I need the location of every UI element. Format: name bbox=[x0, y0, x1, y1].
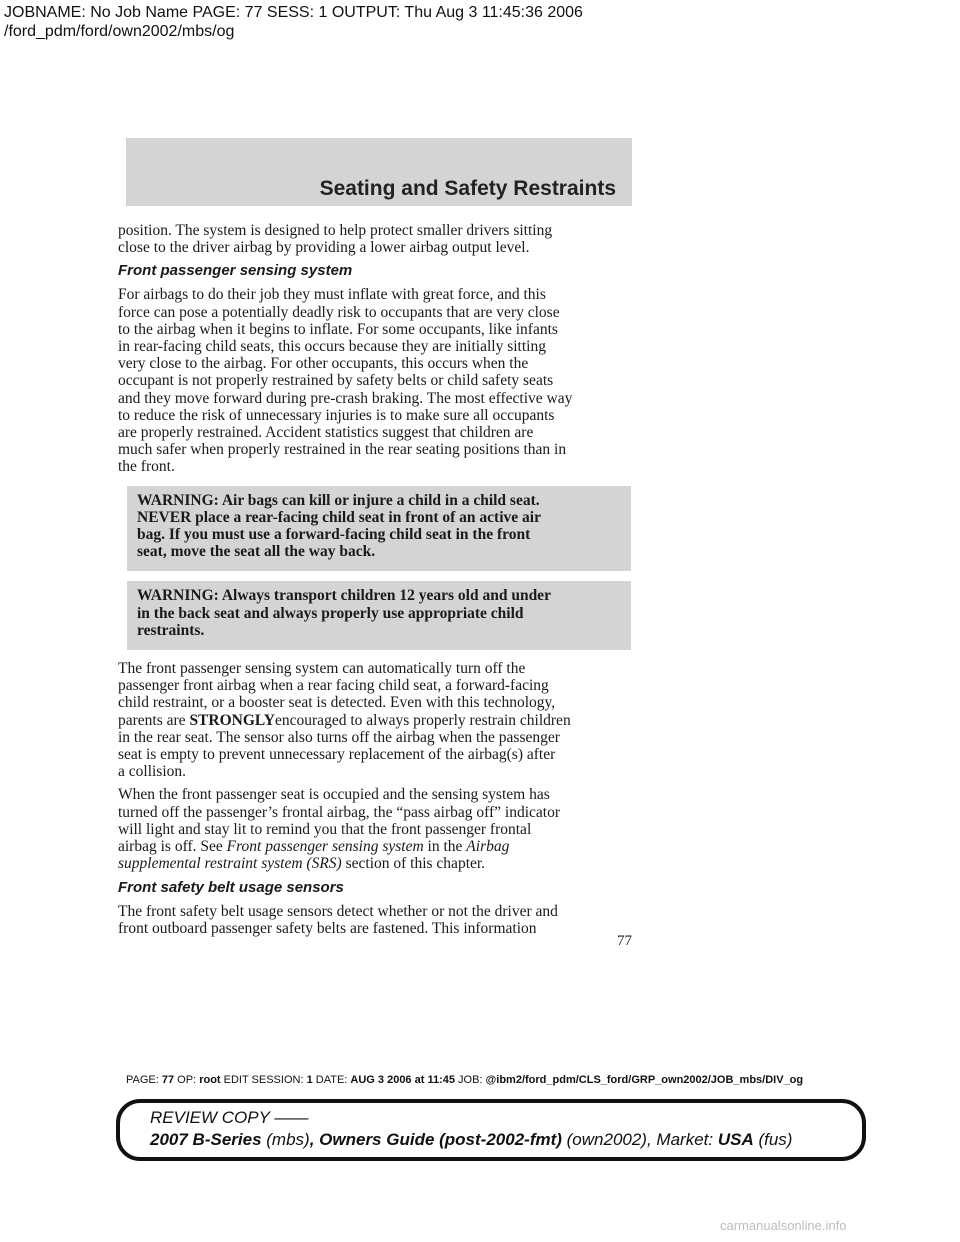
warning-line: restraints. bbox=[137, 621, 205, 639]
warning-line: bag. If you must use a forward-facing child seat in the front bbox=[137, 526, 531, 544]
footer-value: 77 bbox=[161, 1074, 175, 1086]
text-fragment: airbag is off. See bbox=[118, 838, 227, 856]
model-code: (mbs) bbox=[261, 1130, 310, 1149]
footer-label: JOB: bbox=[454, 1074, 486, 1086]
belt-sensor-paragraph bbox=[118, 903, 638, 937]
warning-box-child-seat bbox=[127, 486, 631, 572]
footer-value: @ibm2/ford_pdm/CLS_ford/GRP_own2002/JOB_mbs/DIV_og bbox=[485, 1074, 804, 1086]
text-line: passenger front airbag when a rear facing child seat, a forward-facing bbox=[118, 677, 549, 695]
intro-paragraph bbox=[118, 222, 638, 256]
footer-value: root bbox=[199, 1074, 221, 1086]
cross-reference: Front passenger sensing system bbox=[226, 838, 424, 856]
text-line: a collision. bbox=[118, 763, 187, 781]
warning-line: in the back seat and always properly use appropriate child bbox=[137, 604, 524, 622]
text-line bbox=[118, 855, 638, 872]
text-line: turned off the passenger’s frontal airbag, the “pass airbag off” indicator bbox=[118, 803, 561, 821]
market-label: , Market: bbox=[646, 1130, 718, 1149]
text-line: For airbags to do their job they must inflate with great force, and this bbox=[118, 286, 546, 304]
text-line: are properly restrained. Accident statistics suggest that children are bbox=[118, 424, 534, 442]
job-header-line-1: JOBNAME: No Job Name PAGE: 77 SESS: 1 OUTPUT: Thu Aug 3 11:45:36 2006 bbox=[4, 4, 583, 21]
text-line: force can pose a potentially deadly risk to occupants that are very close bbox=[118, 303, 560, 321]
text-fragment: section of this chapter. bbox=[341, 855, 486, 873]
text-line: to the airbag when it begins to inflate. For some occupants, like infants bbox=[118, 320, 558, 338]
text-line: in the rear seat. The sensor also turns off the airbag when the passenger bbox=[118, 728, 560, 746]
page-content bbox=[118, 222, 638, 943]
review-copy-label: REVIEW COPY —— bbox=[150, 1108, 309, 1127]
footer-label: OP: bbox=[174, 1074, 200, 1086]
text-line: to reduce the risk of unnecessary injuries is to make sure all occupants bbox=[118, 406, 555, 424]
text-line: much safer when properly restrained in the rear seating positions than in bbox=[118, 441, 567, 459]
strongly-emphasis: STRONGLY bbox=[189, 711, 276, 729]
text-line: close to the driver airbag by providing a lower airbag output level. bbox=[118, 239, 530, 257]
warning-line: WARNING: Always transport children 12 years old and under bbox=[137, 587, 551, 605]
footer-value: AUG 3 2006 at 11:45 bbox=[350, 1074, 455, 1086]
text-line: will light and stay lit to remind you that the front passenger frontal bbox=[118, 820, 532, 838]
section-header-band bbox=[126, 138, 632, 206]
review-copy-box bbox=[116, 1099, 866, 1161]
market-value: USA bbox=[717, 1130, 754, 1149]
text-fragment: parents are bbox=[118, 711, 190, 729]
sensing-system-paragraph bbox=[118, 660, 638, 780]
text-line: position. The system is designed to help protect smaller drivers sitting bbox=[118, 222, 553, 239]
footer-label: EDIT SESSION: bbox=[220, 1074, 307, 1086]
section-title: Seating and Safety Restraints bbox=[319, 177, 616, 200]
text-line bbox=[118, 712, 638, 729]
text-fragment: encouraged to always properly restrain children bbox=[275, 711, 571, 729]
footer-label: PAGE: bbox=[126, 1074, 162, 1086]
footer-value: 1 bbox=[306, 1074, 313, 1086]
passenger-sensing-paragraph bbox=[118, 286, 638, 475]
text-line: in rear-facing child seats, this occurs because they are initially sitting bbox=[118, 338, 546, 356]
footer-label: DATE: bbox=[312, 1074, 351, 1086]
warning-box-back-seat bbox=[127, 581, 631, 650]
text-line: very close to the airbag. For other occupants, this occurs when the bbox=[118, 355, 529, 373]
review-copy-details bbox=[150, 1129, 862, 1151]
text-line: The front safety belt usage sensors detect whether or not the driver and bbox=[118, 902, 558, 920]
text-fragment: in the bbox=[423, 838, 467, 856]
cross-reference: Airbag bbox=[466, 838, 510, 856]
text-line: seat is empty to prevent unnecessary replacement of the airbag(s) after bbox=[118, 746, 556, 764]
text-line: the front. bbox=[118, 458, 175, 476]
guide-name: Owners Guide (post-2002-fmt) bbox=[319, 1130, 562, 1149]
warning-line: WARNING: Air bags can kill or injure a child in a child seat. bbox=[137, 491, 540, 509]
guide-code: (own2002) bbox=[561, 1130, 647, 1149]
text-line: front outboard passenger safety belts are fastened. This information bbox=[118, 919, 537, 937]
job-header bbox=[4, 3, 583, 41]
text-line: When the front passenger seat is occupied and the sensing system has bbox=[118, 786, 550, 804]
text-line: The front passenger sensing system can automatically turn off the bbox=[118, 660, 526, 678]
footer-job-info bbox=[126, 1074, 803, 1086]
vehicle-model: 2007 B-Series bbox=[150, 1130, 262, 1149]
text-line: child restraint, or a booster seat is detected. Even with this technology, bbox=[118, 694, 556, 712]
cross-reference: supplemental restraint system (SRS) bbox=[118, 855, 342, 873]
separator: , bbox=[309, 1130, 320, 1149]
text-line: occupant is not properly restrained by safety belts or child safety seats bbox=[118, 372, 554, 390]
text-line bbox=[118, 838, 638, 855]
text-line: and they move forward during pre-crash braking. The most effective way bbox=[118, 389, 573, 407]
heading-front-passenger-sensing: Front passenger sensing system bbox=[118, 262, 353, 280]
job-header-line-2: /ford_pdm/ford/own2002/mbs/og bbox=[4, 23, 235, 40]
watermark: carmanualsonline.info bbox=[720, 1218, 847, 1233]
warning-line: seat, move the seat all the way back. bbox=[137, 543, 376, 561]
market-code: (fus) bbox=[753, 1130, 793, 1149]
pass-airbag-off-paragraph bbox=[118, 786, 638, 872]
heading-front-safety-belt-sensors: Front safety belt usage sensors bbox=[118, 878, 344, 896]
page-number: 77 bbox=[617, 933, 632, 949]
warning-line: NEVER place a rear-facing child seat in front of an active air bbox=[137, 508, 541, 526]
